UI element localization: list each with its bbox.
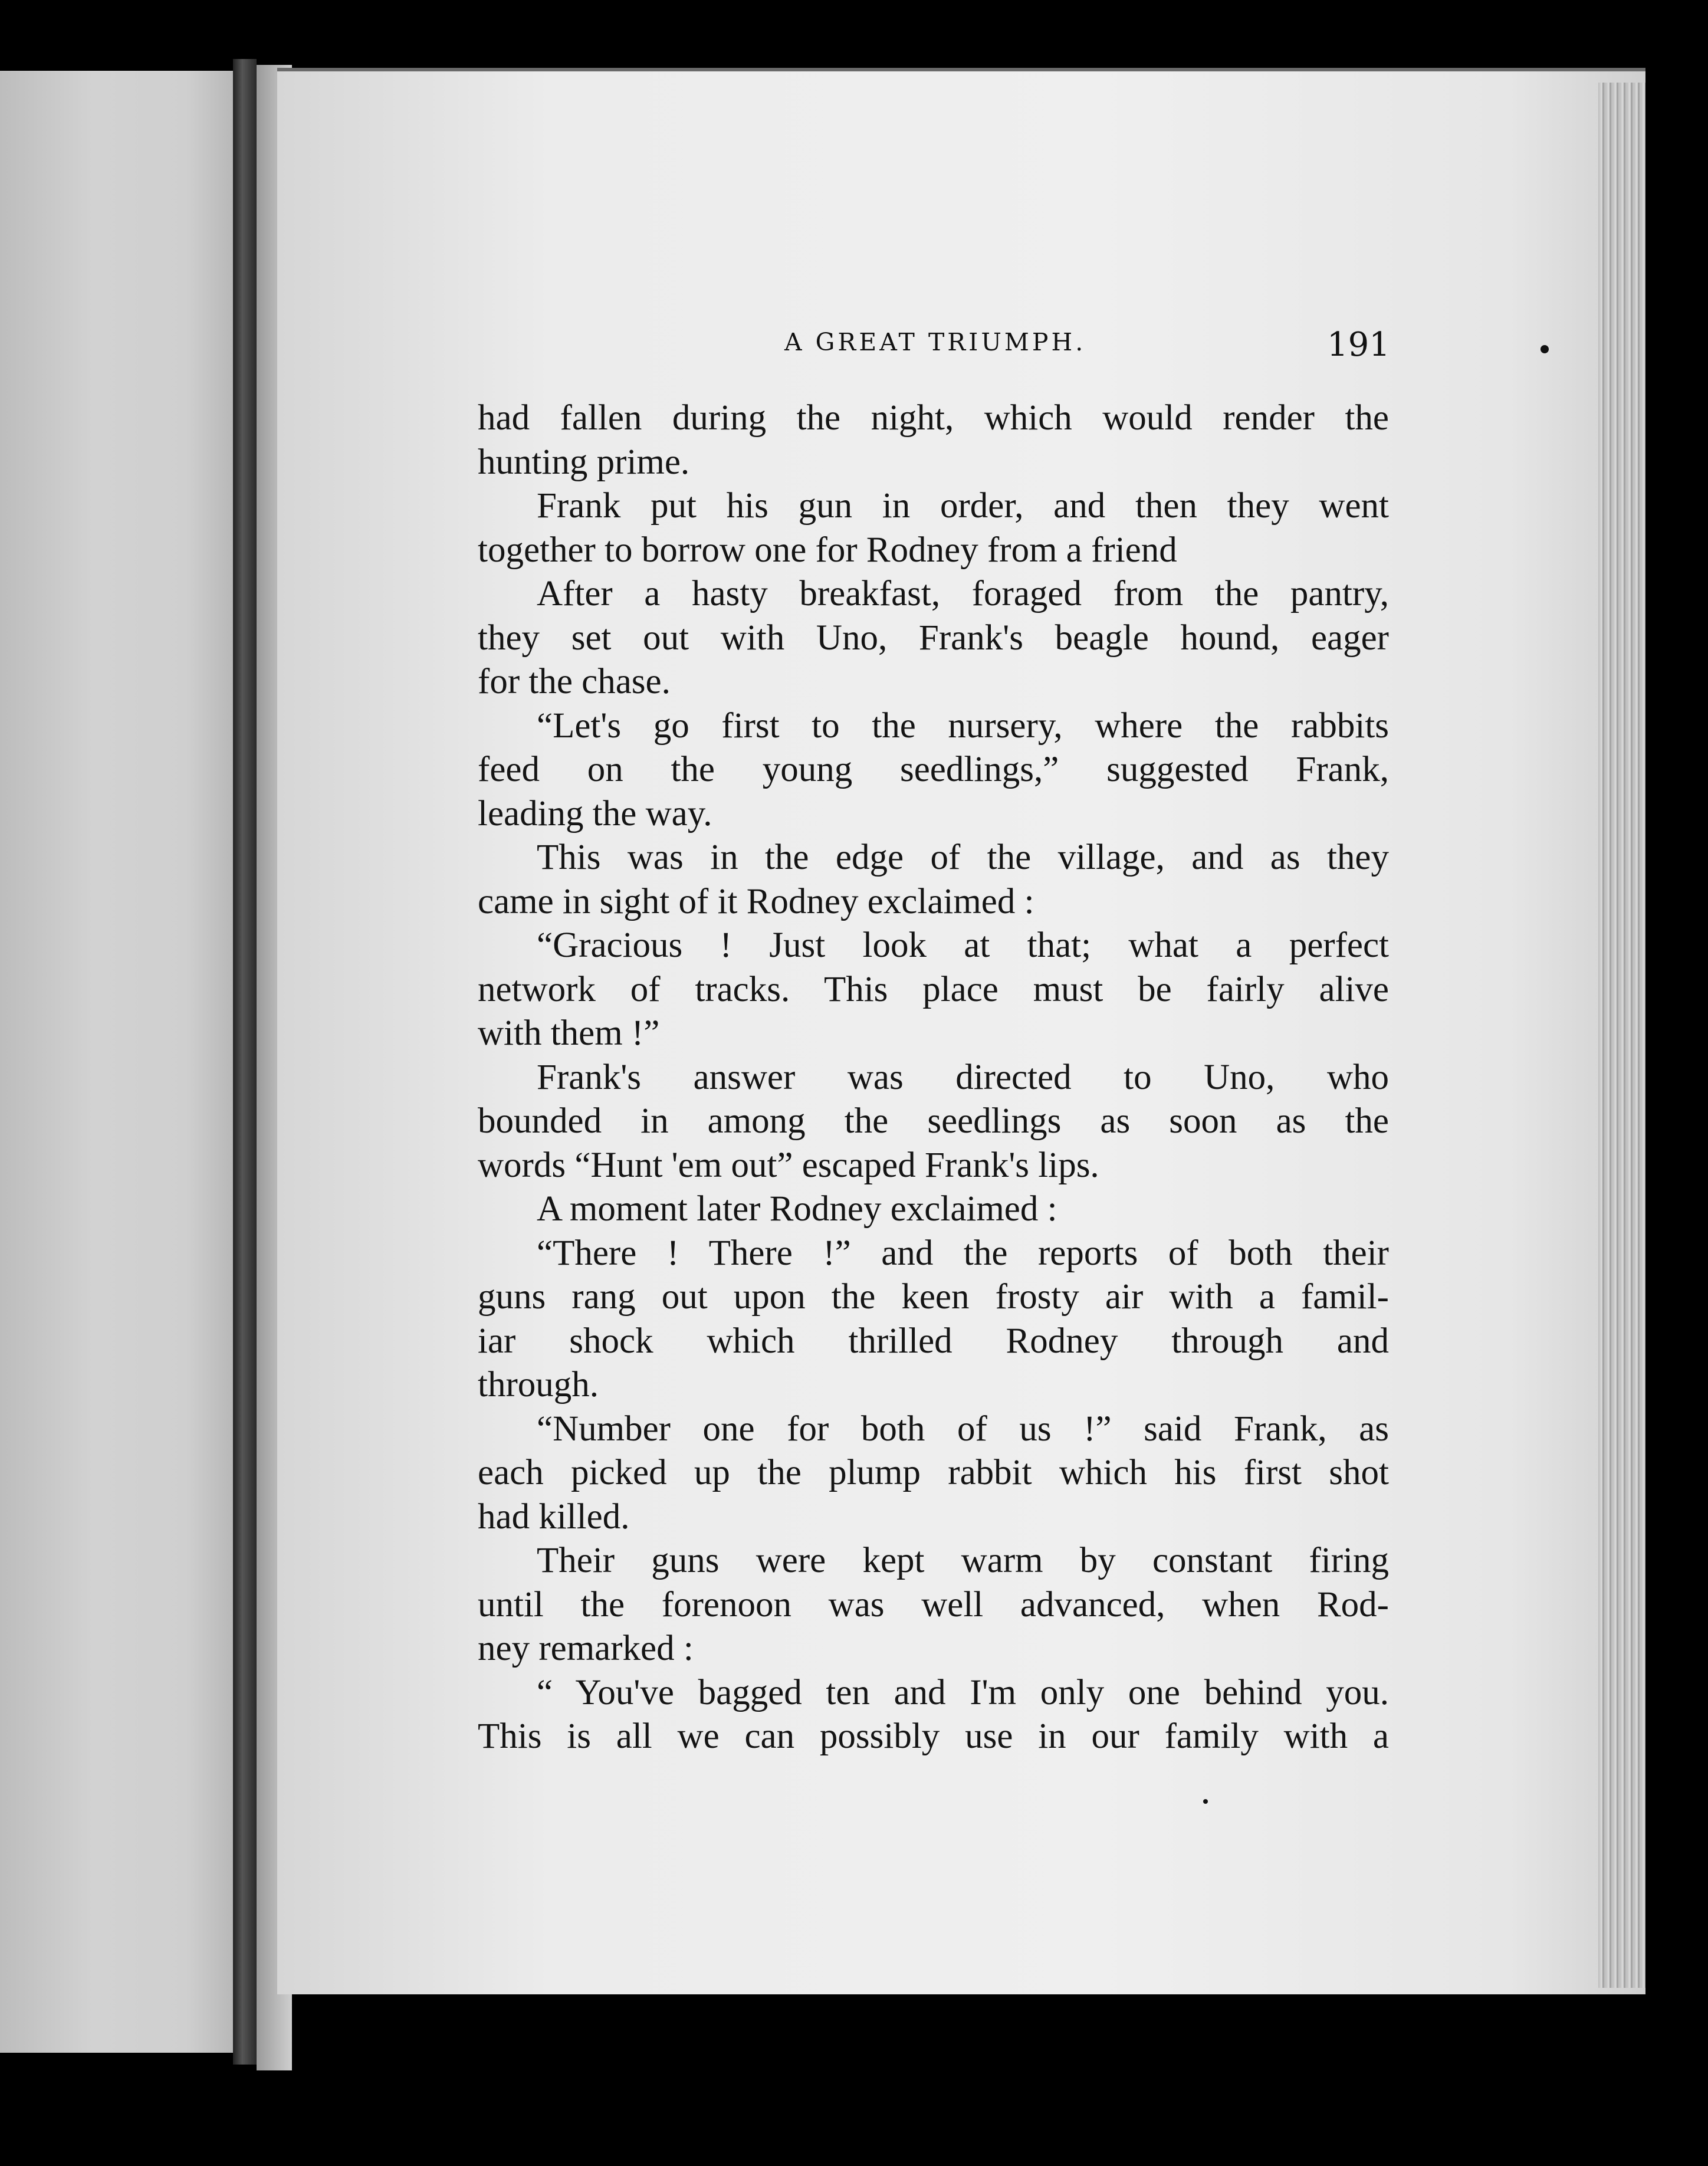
text-line: A moment later Rodney exclaimed : (537, 1189, 1057, 1229)
text-line: bounded in among the seedlings as soon as the (478, 1101, 1389, 1141)
text-line: “Number one for both of us !” said Frank, as (537, 1409, 1389, 1449)
text-line: they set out with Uno, Frank's beagle hound, eager (478, 618, 1389, 658)
text-line: “There ! There !” and the reports of both their (537, 1233, 1389, 1273)
text-line: each picked up the plump rabbit which his first shot (478, 1453, 1389, 1492)
text-line: ney remarked : (478, 1629, 694, 1668)
running-head: A GREAT TRIUMPH. (784, 328, 1086, 356)
left-page-blank (0, 71, 233, 2053)
text-line: feed on the young seedlings,” suggested Frank, (478, 750, 1389, 789)
text-line: hunting prime. (478, 442, 690, 482)
text-line: network of tracks. This place must be fairly alive (478, 969, 1389, 1009)
page-number: 191 (1327, 326, 1390, 364)
text-line: for the chase. (478, 662, 671, 701)
scan-speck (1203, 1799, 1208, 1804)
text-line: had killed. (478, 1496, 630, 1537)
text-line: This is all we can possibly use in our family with a (478, 1717, 1389, 1756)
text-line: This was in the edge of the village, and as they (537, 838, 1389, 877)
text-line: with them !” (478, 1013, 660, 1053)
text-line: came in sight of it Rodney exclaimed : (478, 881, 1034, 921)
scan-speck (1541, 345, 1549, 353)
text-line: “Gracious ! Just look at that; what a perfect (537, 926, 1389, 965)
text-line: until the forenoon was well advanced, when Rod- (478, 1584, 1389, 1624)
text-line: After a hasty breakfast, foraged from the pantry, (537, 574, 1389, 613)
text-line: Frank put his gun in order, and then they went (537, 486, 1389, 526)
text-line: had fallen during the night, which would render the (478, 398, 1389, 438)
text-line: together to borrow one for Rodney from a friend (478, 530, 1177, 570)
text-line: “Let's go first to the nursery, where the rabbits (537, 705, 1389, 746)
text-line: guns rang out upon the keen frosty air with a famil- (478, 1277, 1389, 1317)
body-text (478, 396, 1389, 1759)
text-line: Their guns were kept warm by constant firing (537, 1541, 1389, 1580)
book-spine (233, 59, 257, 2065)
text-line: through. (478, 1365, 599, 1404)
text-line: Frank's answer was directed to Uno, who (537, 1057, 1389, 1097)
text-line: “ You've bagged ten and I'm only one behind you. (537, 1672, 1389, 1712)
text-line: words “Hunt 'em out” escaped Frank's lips. (478, 1145, 1099, 1185)
text-line: leading the way. (478, 793, 712, 833)
page-edges (1598, 83, 1645, 1988)
text-line: iar shock which thrilled Rodney through and (478, 1321, 1389, 1361)
